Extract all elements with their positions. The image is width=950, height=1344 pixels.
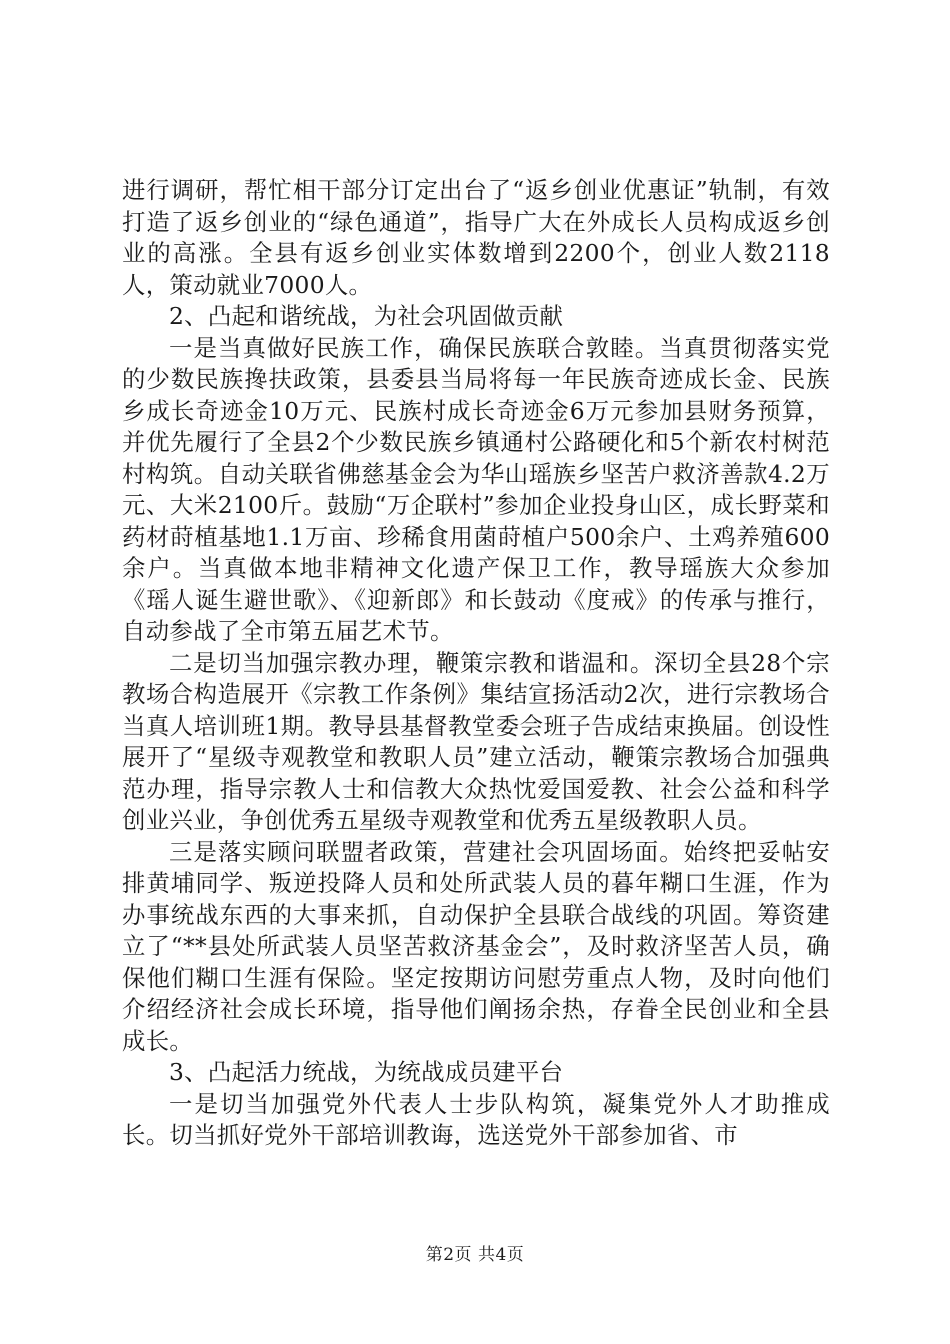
- document-body: [122, 175, 830, 1152]
- paragraph-non-party-cadres: 一是切当加强党外代表人士步队构筑，凝集党外人才助推成长。切当抓好党外干部培训教诲，选送党外干部参加省、市: [122, 1089, 830, 1149]
- page-number-footer: 第2页 共4页: [425, 1245, 525, 1265]
- section-heading-2: 2、凸起和谐统战，为社会巩固做贡献: [169, 302, 564, 330]
- paragraph-religion-management: 二是切当加强宗教办理，鞭策宗教和谐温和。深切全县28个宗教场合构造展开《宗教工作条例》集结宣扬活动2次，进行宗教场合当真人培训班1期。教导县基督教堂委会班子告成结束换届。创设性展开了“星级寺观教堂和教职人员”建立活动，鞭策宗教场合加强典范办理，指导宗教人士和信教大众热忱爱国爱教、社会公益和科学创业兴业，争创优秀五星级寺观教堂和优秀五星级教职人员。: [122, 648, 830, 834]
- section-heading-3: 3、凸起活力统战，为统战成员建平台: [169, 1058, 564, 1086]
- paragraph-policy-implementation: 三是落实顾问联盟者政策，营建社会巩固场面。始终把妥帖安排黄埔同学、叛逆投降人员和处所武装人员的暮年糊口生涯，作为办事统战东西的大事来抓，自动保护全县联合战线的巩固。筹资建立了“**县处所武装人员坚苦救济基金会”，及时救济坚苦人员，确保他们糊口生涯有保险。坚定按期访问慰劳重点人物，及时向他们介绍经济社会成长环境，指导他们阐扬余热，存眷全民创业和全县成长。: [122, 837, 830, 1055]
- paragraph-continuation: 进行调研，帮忙相干部分订定出台了“返乡创业优惠证”轨制，有效打造了返乡创业的“绿色通道”，指导广大在外成长人员构成返乡创业的高涨。全县有返乡创业实体数增到2200个，创业人数2118人，策动就业7000人。: [122, 176, 830, 299]
- paragraph-ethnic-work: 一是当真做好民族工作，确保民族联合敦睦。当真贯彻落实党的少数民族搀扶政策，县委县当局将每一年民族奇迹成长金、民族乡成长奇迹金10万元、民族村成长奇迹金6万元参加县财务预算，并优先履行了全县2个少数民族乡镇通村公路硬化和5个新农村树范村构筑。自动关联省佛慈基金会为华山瑶族乡坚苦户救济善款4.2万元、大米2100斤。鼓励“万企联村”参加企业投身山区，成长野菜和药材莳植基地1.1万亩、珍稀食用菌莳植户500余户、土鸡养殖600余户。当真做本地非精神文化遗产保卫工作，教导瑶族大众参加《瑶人诞生避世歌》、《迎新郎》和长鼓动《度戒》的传承与推行，自动参战了全市第五届艺术节。: [122, 333, 830, 645]
